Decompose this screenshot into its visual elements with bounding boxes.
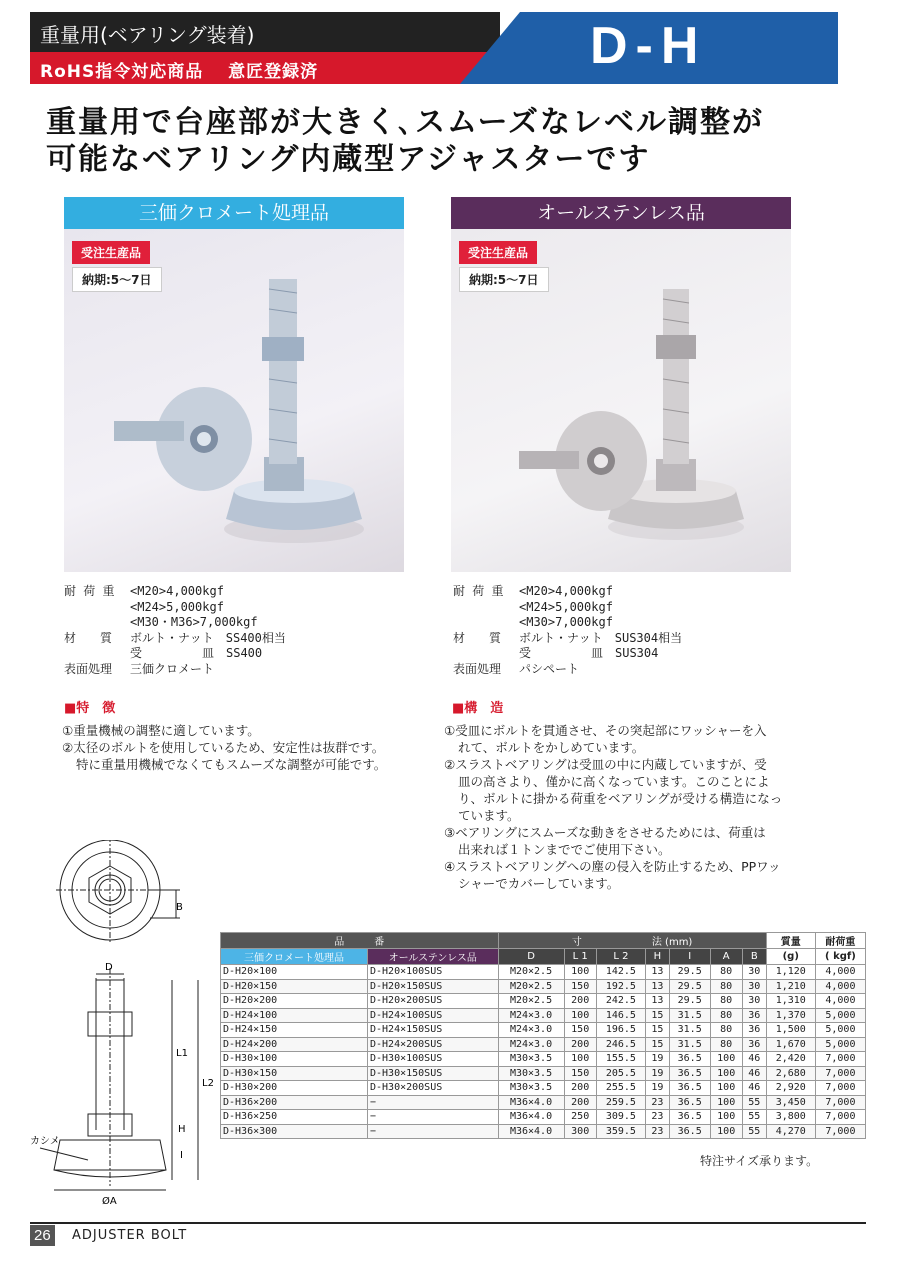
th-zinc: 三価クロメート処理品: [221, 949, 368, 965]
cell-load: 4,000: [815, 994, 865, 1009]
header-subtitle: RoHS指令対応商品 意匠登録済: [40, 62, 319, 82]
cell-mass: 1,670: [766, 1037, 815, 1052]
table-row: [221, 994, 866, 1009]
table-row: [221, 1066, 866, 1081]
spec-row: [64, 584, 286, 600]
made-to-order-badge: 受注生産品: [459, 241, 537, 264]
cell-dim-h: 13: [645, 994, 669, 1009]
table-row: [221, 1052, 866, 1067]
cell-part-zinc: D-H36×300: [221, 1124, 368, 1139]
cell-dim-i: 36.5: [669, 1124, 710, 1139]
left-product-title: 三価クロメート処理品: [64, 197, 404, 229]
spec-key: [64, 600, 130, 616]
spec-key: [64, 615, 130, 631]
cell-load: 7,000: [815, 1081, 865, 1096]
cell-len-l2: 242.5: [596, 994, 645, 1009]
dimension-table: [220, 932, 866, 1139]
cell-thread-d: M36×4.0: [498, 1110, 564, 1125]
left-product-photo: [64, 229, 404, 572]
right-section-line: り、ボルトに掛かる荷重をベアリングが受ける構造になっ: [458, 791, 783, 806]
cell-dim-i: 36.5: [669, 1110, 710, 1125]
spec-value: ボルト・ナット SUS304相当: [519, 630, 683, 645]
cell-dim-a: 80: [710, 1023, 742, 1038]
th-kgf: ( kgf): [815, 949, 865, 965]
cell-thread-d: M20×2.5: [498, 994, 564, 1009]
cell-dim-h: 23: [645, 1095, 669, 1110]
cell-load: 5,000: [815, 1023, 865, 1038]
spec-value: <M24>5,000kgf: [130, 599, 224, 614]
cell-part-zinc: D-H24×200: [221, 1037, 368, 1052]
cell-dim-h: 23: [645, 1124, 669, 1139]
cell-len-l1: 250: [564, 1110, 596, 1125]
right-section-body: [444, 722, 824, 892]
cell-len-l2: 259.5: [596, 1095, 645, 1110]
cell-mass: 3,800: [766, 1110, 815, 1125]
th-mass: 質量: [766, 933, 815, 949]
cell-dim-i: 31.5: [669, 1037, 710, 1052]
cell-part-zinc: D-H30×100: [221, 1052, 368, 1067]
cell-part-stainless: −: [367, 1110, 498, 1125]
cell-len-l1: 100: [564, 965, 596, 980]
cell-mass: 2,420: [766, 1052, 815, 1067]
table-row: [221, 965, 866, 980]
spec-row: [453, 600, 682, 616]
headline-line1: 重量用で台座部が大きく､スムーズなレベル調整が: [46, 105, 764, 140]
cell-len-l2: 359.5: [596, 1124, 645, 1139]
th-part-number: 品 番: [221, 933, 499, 949]
cell-dim-h: 15: [645, 1008, 669, 1023]
cell-mass: 1,120: [766, 965, 815, 980]
cell-thread-d: M30×3.5: [498, 1052, 564, 1067]
th-h: H: [645, 949, 669, 965]
cell-thread-d: M20×2.5: [498, 965, 564, 980]
cell-mass: 1,310: [766, 994, 815, 1009]
technical-drawing: [30, 840, 220, 1210]
right-spec-list: [453, 584, 682, 677]
cell-part-stainless: D-H20×200SUS: [367, 994, 498, 1009]
spec-key: 材 質: [64, 630, 113, 645]
right-section-line: ③ベアリングにスムーズな動きをさせるためには、荷重は: [444, 825, 766, 840]
cell-len-l2: 142.5: [596, 965, 645, 980]
spec-key: [453, 600, 519, 616]
cell-dim-b: 55: [742, 1124, 766, 1139]
cell-len-l2: 246.5: [596, 1037, 645, 1052]
spec-key: [453, 615, 519, 631]
th-g: (g): [766, 949, 815, 965]
cell-dim-a: 100: [710, 1095, 742, 1110]
cell-dim-a: 100: [710, 1052, 742, 1067]
spec-row: [64, 600, 286, 616]
cell-dim-i: 29.5: [669, 994, 710, 1009]
left-spec-list: [64, 584, 286, 677]
cell-part-stainless: D-H24×150SUS: [367, 1023, 498, 1038]
cell-dim-h: 19: [645, 1066, 669, 1081]
headline-line2: 可能なベアリング内蔵型アジャスターです: [46, 142, 651, 177]
cell-len-l2: 155.5: [596, 1052, 645, 1067]
spec-row: [453, 646, 682, 662]
dim-label-i: I: [180, 1150, 183, 1161]
th-stainless: オールステンレス品: [367, 949, 498, 965]
cell-len-l2: 255.5: [596, 1081, 645, 1096]
cell-len-l1: 150: [564, 1066, 596, 1081]
cell-dim-i: 36.5: [669, 1095, 710, 1110]
cell-dim-b: 46: [742, 1081, 766, 1096]
spec-key: 材 質: [453, 630, 502, 645]
cell-part-zinc: D-H30×200: [221, 1081, 368, 1096]
cell-dim-a: 100: [710, 1066, 742, 1081]
cell-load: 7,000: [815, 1110, 865, 1125]
dim-label-a: ØA: [102, 1196, 117, 1207]
table-row: [221, 1037, 866, 1052]
cell-len-l1: 100: [564, 1008, 596, 1023]
right-section-title: ■構 造: [452, 701, 504, 716]
spec-row: [64, 631, 286, 647]
right-section-line: シャーでカバーしています。: [458, 876, 620, 891]
cell-thread-d: M24×3.0: [498, 1037, 564, 1052]
cell-mass: 1,370: [766, 1008, 815, 1023]
cell-thread-d: M36×4.0: [498, 1095, 564, 1110]
dim-label-l2: L2: [202, 1078, 214, 1089]
cell-dim-i: 36.5: [669, 1081, 710, 1096]
cell-thread-d: M36×4.0: [498, 1124, 564, 1139]
th-d: D: [498, 949, 564, 965]
right-section-line: ています。: [458, 808, 520, 823]
cell-dim-a: 80: [710, 965, 742, 980]
cell-part-zinc: D-H36×200: [221, 1095, 368, 1110]
made-to-order-badge: 受注生産品: [72, 241, 150, 264]
cell-dim-h: 13: [645, 979, 669, 994]
cell-dim-a: 80: [710, 1008, 742, 1023]
left-section-line: ①重量機械の調整に適しています。: [62, 723, 260, 738]
cell-len-l2: 192.5: [596, 979, 645, 994]
cell-dim-b: 30: [742, 994, 766, 1009]
th-dimensions: 寸 法 (mm): [498, 933, 766, 949]
cell-len-l1: 150: [564, 1023, 596, 1038]
cell-dim-b: 36: [742, 1008, 766, 1023]
cell-dim-h: 13: [645, 965, 669, 980]
page-number: 26: [30, 1225, 55, 1246]
cell-load: 7,000: [815, 1095, 865, 1110]
cell-part-stainless: D-H24×100SUS: [367, 1008, 498, 1023]
cell-dim-i: 31.5: [669, 1023, 710, 1038]
cell-dim-i: 31.5: [669, 1008, 710, 1023]
th-l1: L 1: [564, 949, 596, 965]
spec-value: <M20>4,000kgf: [130, 584, 224, 598]
header-banner: [30, 12, 838, 84]
cell-dim-a: 100: [710, 1110, 742, 1125]
cell-part-zinc: D-H24×150: [221, 1023, 368, 1038]
spec-value: <M30>7,000kgf: [519, 615, 613, 629]
right-product-photo: [451, 229, 791, 572]
cell-mass: 4,270: [766, 1124, 815, 1139]
cell-load: 4,000: [815, 979, 865, 994]
cell-dim-b: 30: [742, 979, 766, 994]
lead-time-badge: 納期:5〜7日: [459, 267, 549, 292]
spec-value: ボルト・ナット SS400相当: [130, 630, 286, 645]
cell-load: 7,000: [815, 1052, 865, 1067]
footer-title: ADJUSTER BOLT: [72, 1228, 188, 1243]
cell-dim-a: 80: [710, 994, 742, 1009]
cell-mass: 1,500: [766, 1023, 815, 1038]
cell-part-zinc: D-H30×150: [221, 1066, 368, 1081]
custom-size-note: 特注サイズ承ります。: [700, 1154, 819, 1168]
dim-label-b: B: [176, 902, 183, 913]
cell-dim-h: 15: [645, 1023, 669, 1038]
table-row: [221, 1124, 866, 1139]
left-section-body: [62, 722, 422, 773]
cell-part-zinc: D-H20×100: [221, 965, 368, 980]
cell-dim-i: 29.5: [669, 965, 710, 980]
spec-key: [453, 646, 519, 662]
spec-row: [453, 662, 682, 678]
cell-thread-d: M30×3.5: [498, 1066, 564, 1081]
right-section-line: れて、ボルトをかしめています。: [458, 740, 645, 755]
th-l2: L 2: [596, 949, 645, 965]
dim-label-l1: L1: [176, 1048, 188, 1059]
th-a: A: [710, 949, 742, 965]
cell-len-l1: 300: [564, 1124, 596, 1139]
spec-value: <M20>4,000kgf: [519, 584, 613, 598]
th-b: B: [742, 949, 766, 965]
cell-load: 5,000: [815, 1037, 865, 1052]
cell-load: 4,000: [815, 965, 865, 980]
cell-part-zinc: D-H24×100: [221, 1008, 368, 1023]
spec-row: [453, 615, 682, 631]
cell-part-stainless: D-H30×200SUS: [367, 1081, 498, 1096]
th-i: I: [669, 949, 710, 965]
cell-thread-d: M30×3.5: [498, 1081, 564, 1096]
spec-value: 三価クロメート: [130, 661, 215, 676]
right-product-title: オールステンレス品: [451, 197, 791, 229]
cell-len-l2: 309.5: [596, 1110, 645, 1125]
table-row: [221, 1023, 866, 1038]
cell-dim-b: 36: [742, 1037, 766, 1052]
cell-len-l1: 200: [564, 994, 596, 1009]
product-code: D-H: [590, 17, 707, 75]
cell-part-stainless: −: [367, 1095, 498, 1110]
cell-thread-d: M24×3.0: [498, 1008, 564, 1023]
cell-dim-b: 46: [742, 1066, 766, 1081]
cell-part-stainless: D-H20×100SUS: [367, 965, 498, 980]
cell-part-stainless: D-H20×150SUS: [367, 979, 498, 994]
cell-dim-h: 19: [645, 1052, 669, 1067]
spec-value: 受 皿 SS400: [130, 646, 263, 660]
cell-dim-b: 36: [742, 1023, 766, 1038]
table-row: [221, 1095, 866, 1110]
headline: [46, 104, 866, 178]
cell-part-zinc: D-H36×250: [221, 1110, 368, 1125]
kashime-label: カシメ: [30, 1136, 60, 1147]
spec-row: [453, 631, 682, 647]
cell-thread-d: M20×2.5: [498, 979, 564, 994]
header-title: 重量用(ベアリング装着): [40, 23, 255, 47]
spec-value: <M30・M36>7,000kgf: [130, 615, 258, 629]
left-section-line: ②太径のボルトを使用しているため、安定性は抜群です。: [62, 740, 385, 755]
cell-dim-a: 100: [710, 1124, 742, 1139]
right-section-line: ②スラストベアリングは受皿の中に内蔵していますが、受: [444, 757, 767, 772]
spec-key: 表面処理: [64, 661, 113, 676]
cell-dim-b: 30: [742, 965, 766, 980]
cell-dim-i: 36.5: [669, 1052, 710, 1067]
cell-part-zinc: D-H20×200: [221, 994, 368, 1009]
spec-row: [64, 662, 286, 678]
cell-mass: 1,210: [766, 979, 815, 994]
cell-load: 7,000: [815, 1066, 865, 1081]
table-row: [221, 979, 866, 994]
cell-dim-i: 29.5: [669, 979, 710, 994]
spec-row: [453, 584, 682, 600]
footer-rule: [30, 1222, 866, 1224]
table-row: [221, 1081, 866, 1096]
cell-mass: 2,920: [766, 1081, 815, 1096]
cell-part-zinc: D-H20×150: [221, 979, 368, 994]
right-section-line: 出来れば１トンまででご使用下さい。: [458, 842, 671, 857]
cell-len-l1: 200: [564, 1095, 596, 1110]
cell-len-l1: 200: [564, 1081, 596, 1096]
right-section-line: ①受皿にボルトを貫通させ、その突起部にワッシャーを入: [444, 723, 767, 738]
cell-dim-b: 55: [742, 1110, 766, 1125]
cell-dim-h: 23: [645, 1110, 669, 1125]
right-section-line: 皿の高さより、僅かに高くなっています。このことによ: [458, 774, 770, 789]
cell-part-stainless: D-H24×200SUS: [367, 1037, 498, 1052]
cell-part-stainless: D-H30×150SUS: [367, 1066, 498, 1081]
table-row: [221, 1008, 866, 1023]
spec-key: 表面処理: [453, 661, 502, 676]
cell-len-l1: 200: [564, 1037, 596, 1052]
cell-dim-b: 55: [742, 1095, 766, 1110]
cell-mass: 3,450: [766, 1095, 815, 1110]
cell-dim-a: 80: [710, 1037, 742, 1052]
spec-key: 耐 荷 重: [64, 584, 115, 598]
cell-dim-b: 46: [742, 1052, 766, 1067]
spec-key: [64, 646, 130, 662]
spec-value: 受 皿 SUS304: [519, 646, 659, 660]
th-load: 耐荷重: [815, 933, 865, 949]
cell-load: 5,000: [815, 1008, 865, 1023]
cell-dim-a: 100: [710, 1081, 742, 1096]
spec-key: 耐 荷 重: [453, 584, 504, 598]
lead-time-badge: 納期:5〜7日: [72, 267, 162, 292]
cell-len-l1: 100: [564, 1052, 596, 1067]
table-row: [221, 1110, 866, 1125]
dim-label-h: H: [178, 1124, 186, 1135]
cell-len-l2: 146.5: [596, 1008, 645, 1023]
cell-dim-h: 15: [645, 1037, 669, 1052]
cell-part-stainless: D-H30×100SUS: [367, 1052, 498, 1067]
spec-value: <M24>5,000kgf: [519, 599, 613, 614]
cell-dim-h: 19: [645, 1081, 669, 1096]
left-section-title: ■特 徴: [64, 701, 116, 716]
right-section-line: ④スラストベアリングへの塵の侵入を防止するため、PPワッ: [444, 859, 781, 874]
cell-len-l2: 205.5: [596, 1066, 645, 1081]
cell-dim-a: 80: [710, 979, 742, 994]
cell-len-l1: 150: [564, 979, 596, 994]
spec-value: パシペート: [519, 661, 580, 676]
spec-row: [64, 646, 286, 662]
left-section-line: 特に重量用機械でなくてもスムーズな調整が可能です。: [76, 757, 387, 772]
cell-len-l2: 196.5: [596, 1023, 645, 1038]
cell-mass: 2,680: [766, 1066, 815, 1081]
dim-label-d: D: [105, 962, 113, 973]
cell-load: 7,000: [815, 1124, 865, 1139]
spec-row: [64, 615, 286, 631]
cell-dim-i: 36.5: [669, 1066, 710, 1081]
cell-part-stainless: −: [367, 1124, 498, 1139]
cell-thread-d: M24×3.0: [498, 1023, 564, 1038]
